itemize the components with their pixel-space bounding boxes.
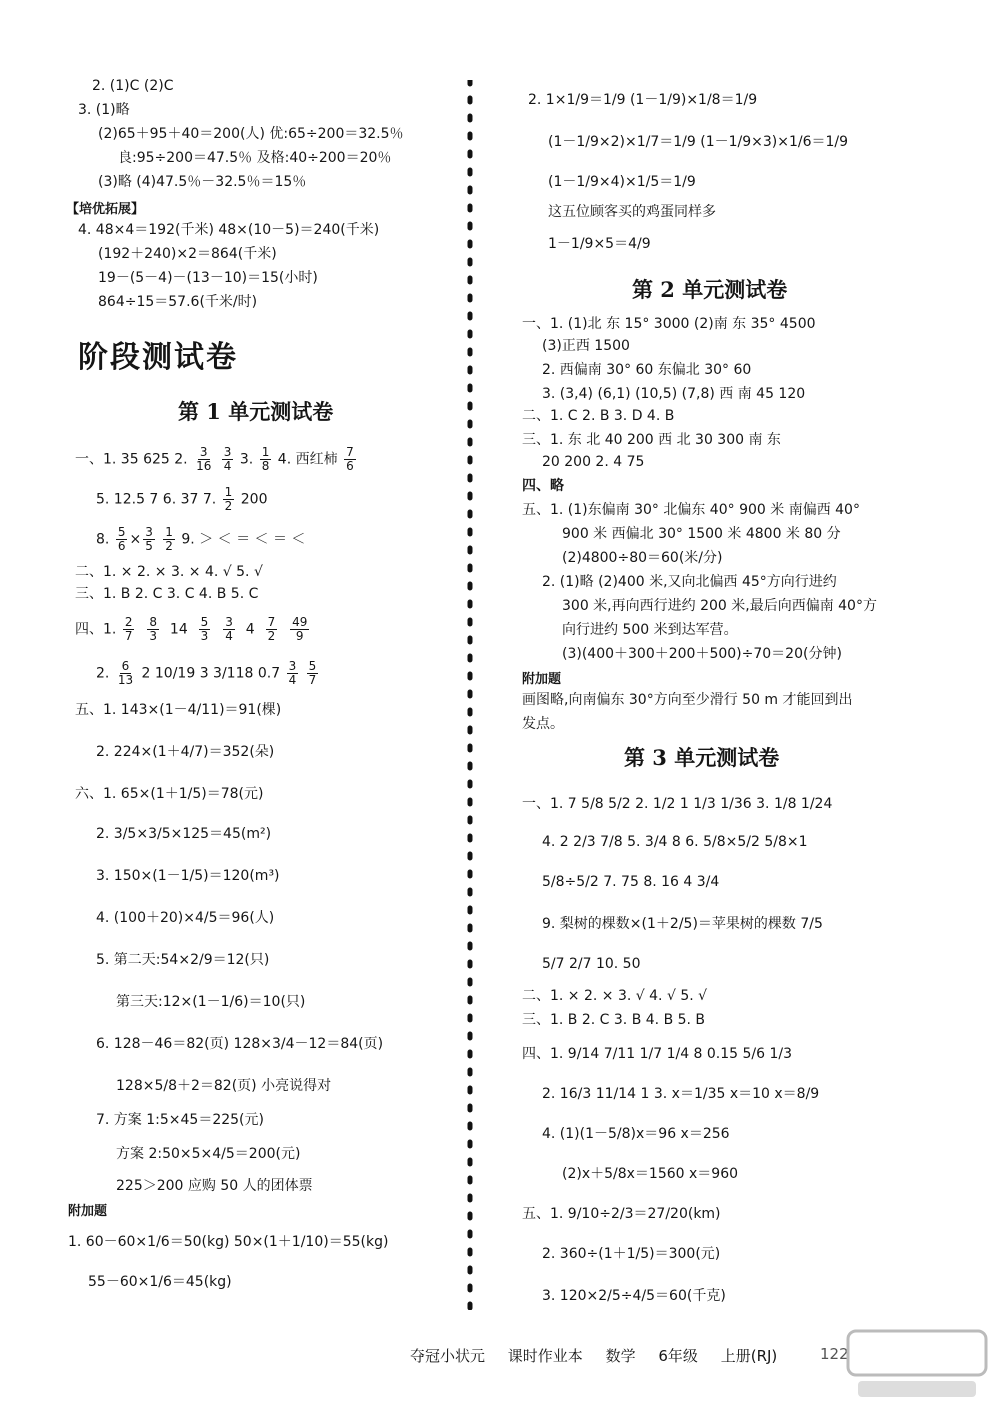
fraction: $\frac{1}{8}$ (261, 445, 270, 473)
answer-line: 300 米,再向西行进约 200 米,最后向西偏南 40°方 (562, 598, 877, 614)
answer-line: 5/8÷5/2 7. 75 8. 16 4 3/4 (542, 874, 720, 890)
fraction: $\frac{8}{3}$ (149, 615, 157, 643)
answer-line: 一、1. 35 625 2. $\frac{3}{16}$ $\frac{3}{4}$ 3. $\frac{1}{8}$ 4. 西红柿 $\frac{7}{6}$ (75, 445, 354, 473)
stage-title: 阶段测试卷 (78, 340, 238, 375)
fraction: $\frac{5}{7}$ (308, 659, 317, 687)
answer-line: 20 200 2. 4 75 (542, 454, 645, 470)
answer-line: 7. 方案 1:5×45＝225(元) (96, 1112, 264, 1128)
answer-line: 2. 西偏南 30° 60 东偏北 30° 60 (542, 362, 752, 378)
fraction: $\frac{3}{5}$ (145, 525, 153, 553)
answer-line: 2. 16/3 11/14 1 3. x＝1/35 x＝10 x＝8/9 (542, 1086, 820, 1102)
fraction: $\frac{5}{3}$ (200, 615, 209, 643)
footer-book: 课时作业本 (507, 1347, 583, 1365)
answer-line: 四、1. $\frac{2}{7}$ $\frac{8}{3}$ 14 $\frac{5}{3}$ $\frac{3}{4}$ 4 $\frac{7}{2}$ $\frac{49}{9}$ (75, 615, 308, 643)
extension-heading: 【培优拓展】 (66, 202, 145, 217)
answer-line: 六、1. 65×(1＋1/5)＝78(元) (75, 786, 264, 802)
answer-line: (3)正西 1500 (542, 338, 630, 354)
answer-line: (1－1/9×4)×1/5＝1/9 (548, 174, 696, 190)
answer-line: 发点。 (522, 716, 564, 732)
answer-line: 这五位顾客买的鸡蛋同样多 (548, 204, 716, 220)
fraction: $\frac{1}{2}$ (224, 485, 233, 513)
answer-line: 4. 48×4＝192(千米) 48×(10－5)＝240(千米) (78, 222, 380, 238)
answer-line: (2)4800÷80＝60(米/分) (562, 550, 723, 566)
answer-line: 4. (1)(1－5/8)x＝96 x＝256 (542, 1126, 730, 1142)
answer-line: (192＋240)×2＝864(千米) (98, 246, 277, 262)
column-divider (466, 80, 474, 1310)
answer-line: 1－1/9×5＝4/9 (548, 236, 651, 252)
answer-line: 画图略,向南偏东 30°方向至少滑行 50 m 才能回到出 (522, 692, 853, 708)
footer-brand: 夺冠小状元 (410, 1347, 486, 1365)
answer-line: 128×5/8＋2＝82(页) 小亮说得对 (116, 1078, 332, 1094)
answer-line: 3. (1)略 (78, 102, 130, 118)
answer-line: 五、1. 9/10÷2/3＝27/20(km) (522, 1206, 721, 1222)
answer-line: 3. 120×2/5÷4/5＝60(千克) (542, 1288, 726, 1304)
answer-line: 2. (1)略 (2)400 米,又向北偏西 45°方向行进约 (542, 574, 837, 590)
footer-volume: 上册(RJ) (720, 1347, 778, 1365)
answer-line: 五、1. 143×(1－4/11)＝91(棵) (75, 702, 282, 718)
answer-line: 864÷15＝57.6(千米/时) (98, 294, 258, 310)
answer-line: 19－(5－4)－(13－10)＝15(小时) (98, 270, 318, 286)
answer-line: 8. $\frac{5}{6}$ × $\frac{3}{5}$ $\frac{1}{2}$ 9. ＞ ＜ ＝ ＜ ＝ ＜ (96, 525, 306, 553)
answer-line: 55－60×1/6＝45(kg) (88, 1274, 232, 1290)
answer-line: 5. 12.5 7 6. 37 7. $\frac{1}{2}$ 200 (96, 485, 268, 513)
answer-line: 三、1. B 2. C 3. C 4. B 5. C (75, 586, 259, 602)
fraction: $\frac{7}{2}$ (267, 615, 276, 643)
answer-line: (2)x＋5/8x＝1560 x＝960 (562, 1166, 739, 1182)
answer-line: 方案 2:50×5×4/5＝200(元) (116, 1146, 301, 1162)
extra-heading: 附加题 (68, 1204, 108, 1219)
answer-line: 4. 2 2/3 7/8 5. 3/4 8 6. 5/8×5/2 5/8×1 (542, 834, 808, 850)
answer-line: 3. (3,4) (6,1) (10,5) (7,8) 西 南 45 120 (542, 386, 806, 402)
answer-line: 五、1. (1)东偏南 30° 北偏东 40° 900 米 南偏西 40° (522, 502, 860, 518)
answer-line: 1. 60－60×1/6＝50(kg) 50×(1＋1/10)＝55(kg) (68, 1234, 389, 1250)
unit1-title: 第 1 单元测试卷 (178, 399, 334, 424)
answer-line: 二、1. × 2. × 3. × 4. √ 5. √ (75, 564, 263, 580)
answer-line: 四、略 (522, 478, 564, 494)
answer-line: 4. (100＋20)×4/5＝96(人) (96, 910, 275, 926)
answer-line: 向行进约 500 米到达军营。 (562, 622, 738, 638)
extra-heading: 附加题 (522, 672, 562, 687)
fraction: $\frac{6}{13}$ (117, 659, 134, 687)
fraction: $\frac{1}{2}$ (165, 525, 173, 553)
answer-line: 三、1. B 2. C 3. B 4. B 5. B (522, 1012, 706, 1028)
answer-line: 二、1. C 2. B 3. D 4. B (522, 408, 675, 424)
answer-line: 5/7 2/7 10. 50 (542, 956, 641, 972)
answer-line: 第三天:12×(1－1/6)＝10(只) (116, 994, 306, 1010)
fraction: $\frac{3}{16}$ (196, 445, 212, 473)
answer-line: (3)略 (4)47.5％－32.5％＝15％ (98, 174, 307, 190)
answer-line: 二、1. × 2. × 3. √ 4. √ 5. √ (522, 988, 708, 1004)
unit2-title: 第 2 单元测试卷 (632, 277, 788, 302)
left-column (0, 0, 465, 1409)
answer-line: 良:95÷200＝47.5％ 及格:40÷200＝20％ (118, 150, 392, 166)
answer-line: 2. 360÷(1＋1/5)＝300(元) (542, 1246, 721, 1262)
fraction: $\frac{3}{4}$ (225, 615, 233, 643)
fraction: $\frac{3}{4}$ (223, 445, 232, 473)
unit3-title: 第 3 单元测试卷 (624, 745, 780, 770)
answer-line: (3)(400＋300＋200＋500)÷70＝20(分钟) (562, 646, 842, 662)
answer-line: 9. 梨树的棵数×(1＋2/5)＝苹果树的棵数 7/5 (542, 916, 823, 932)
answer-line: 5. 第二天:54×2/9＝12(只) (96, 952, 270, 968)
answer-line: (1－1/9×2)×1/7＝1/9 (1－1/9×3)×1/6＝1/9 (548, 134, 849, 150)
page-number: 122 (820, 1345, 849, 1363)
fraction: $\frac{7}{6}$ (346, 445, 354, 473)
page-footer (410, 1345, 795, 1366)
fraction: $\frac{49}{9}$ (292, 615, 308, 643)
answer-line: 2. 1×1/9＝1/9 (1－1/9)×1/8＝1/9 (528, 92, 758, 108)
answer-line: 一、1. 7 5/8 5/2 2. 1/2 1 1/3 1/36 3. 1/8 1/24 (522, 796, 833, 812)
answer-line: 2. $\frac{6}{13}$ 2 10/19 3 3/118 0.7 $\frac{3}{4}$ $\frac{5}{7}$ (96, 659, 317, 687)
footer-subject: 数学 (605, 1347, 636, 1365)
answer-line: 225＞200 应购 50 人的团体票 (116, 1178, 313, 1194)
answer-line: 6. 128－46＝82(页) 128×3/4－12＝84(页) (96, 1036, 384, 1052)
answer-line: 2. 224×(1＋4/7)＝352(朵) (96, 744, 275, 760)
answer-line: 900 米 西偏北 30° 1500 米 4800 米 80 分 (562, 526, 841, 542)
fraction: $\frac{3}{4}$ (288, 659, 297, 687)
answer-line: 一、1. (1)北 东 15° 3000 (2)南 东 35° 4500 (522, 316, 816, 332)
watermark-logo-icon (842, 1325, 992, 1403)
answer-line: 四、1. 9/14 7/11 1/7 1/4 8 0.15 5/6 1/3 (522, 1046, 793, 1062)
answer-line: (2)65＋95＋40＝200(人) 优:65÷200＝32.5％ (98, 126, 404, 142)
fraction: $\frac{2}{7}$ (124, 615, 133, 643)
right-column (480, 0, 1000, 1409)
answer-line: 3. 150×(1－1/5)＝120(m³) (96, 868, 280, 884)
answer-line: 2. 3/5×3/5×125＝45(m²) (96, 826, 272, 842)
answer-line: 2. (1)C (2)C (92, 78, 174, 94)
answer-line: 三、1. 东 北 40 200 西 北 30 300 南 东 (522, 432, 781, 448)
fraction: $\frac{5}{6}$ (117, 525, 126, 553)
footer-grade: 6年级 (658, 1347, 698, 1365)
